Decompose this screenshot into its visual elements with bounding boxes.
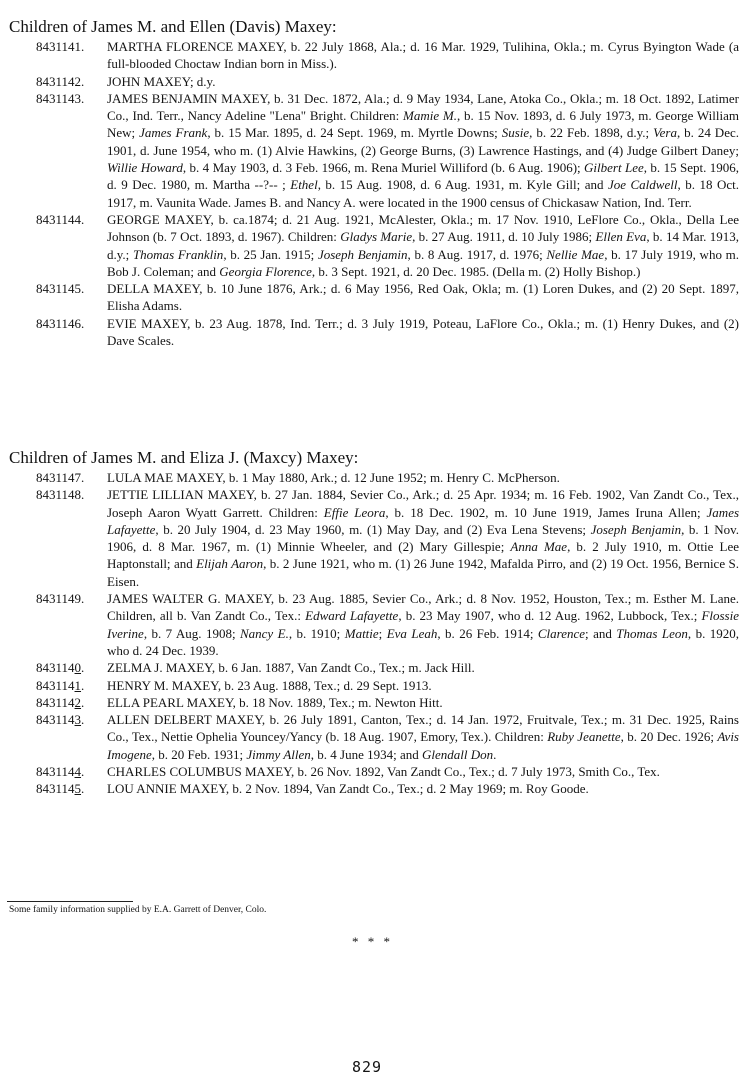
genealogy-entry [0,469,750,486]
entry-text: MARTHA FLORENCE MAXEY, b. 22 July 1868, Ala.; d. 16 Mar. 1929, Tulihina, Okla.; m. Cyrus Byington Wade (a full-blooded Choctaw Indian born in Miss.). [107,39,739,72]
entry-list [0,38,750,349]
entry-text: DELLA MAXEY, b. 10 June 1876, Ark.; d. 6 May 1956, Red Oak, Okla; m. (1) Loren Dukes, and (2) 20 Sept. 1897, Elisha Adams. [107,281,739,314]
entry-text: HENRY M. MAXEY, b. 23 Aug. 1888, Tex.; d. 29 Sept. 1913. [107,677,432,693]
genealogy-entry [0,38,750,73]
entry-number: 8431148. [36,487,85,503]
genealogy-entry [0,73,750,90]
genealogy-entry [0,694,750,711]
genealogy-entry [0,780,750,797]
entry-text: EVIE MAXEY, b. 23 Aug. 1878, Ind. Terr.; d. 3 July 1919, Poteau, LaFlore Co., Okla.; m. (1) Henry Dukes, and (2) Dave Scales. [107,315,739,349]
genealogy-entry [0,315,750,350]
entry-number: 8431144. [36,764,85,780]
entry-text: JOHN MAXEY; d.y. [107,73,216,89]
genealogy-entry [0,90,750,211]
entry-text: CHARLES COLUMBUS MAXEY, b. 26 Nov. 1892, Van Zandt Co., Tex.; d. 7 July 1973, Smith Co., Tex. [107,764,660,780]
entry-text: GEORGE MAXEY, b. ca.1874; d. 21 Aug. 1921, McAlester, Okla.; m. 17 Nov. 1910, LeFlore Co., Okla., Della Lee Johnson (b. 7 Oct. 1893, d. 1967). Children: Gladys Marie, b. 27 Aug. 1911, d. 10 July 1986; Ellen Eva, b. 14 Mar. 1913, d.y.; Thomas Franklin, b. 25 Jan. 1915; Joseph Benjamin, b. 8 Aug. 1917, d. 1976; Nellie Mae, b. 17 July 1919, who m. Bob J. Coleman; and Georgia Florence, b. 3 Sept. 1921, d. 20 Dec. 1985. (Della m. (2) Holly Bishop.) [107,211,739,279]
genealogy-entry [0,211,750,280]
genealogy-entry [0,763,750,780]
entry-text: ELLA PEARL MAXEY, b. 18 Nov. 1889, Tex.; m. Newton Hitt. [107,694,443,710]
entry-number: 8431141. [36,677,85,693]
entry-number: 8431143. [36,712,85,728]
entry-number: 8431141. [36,39,85,54]
footnote: Some family information supplied by E.A. Garrett of Denver, Colo. [9,905,267,915]
genealogy-entry [0,486,750,590]
entry-text: ALLEN DELBERT MAXEY, b. 26 July 1891, Canton, Tex.; d. 14 Jan. 1972, Fruitvale, Tex.; m. 31 Dec. 1925, Rains Co., Tex., Nettie Ophelia Youncey/Yancy (b. 18 Aug. 1907, Emory, Tex.). Children: Ruby Jeanette, b. 20 Dec. 1926; Avis Imogene, b. 20 Feb. 1931; Jimmy Allen, b. 4 June 1934; and Glendall Don. [107,712,739,762]
entry-text: JAMES WALTER G. MAXEY, b. 23 Aug. 1885, Sevier Co., Ark.; d. 8 Nov. 1952, Houston, Tex.; m. Esther M. Lane. Children, all b. Van Zandt Co., Tex.: Edward Lafayette, b. 23 May 1907, who d. 12 Aug. 1962, Lubbock, Tex.; Flossie Iverine, b. 7 Aug. 1908; Nancy E., b. 1910; Mattie; Eva Leah, b. 26 Feb. 1914; Clarence; and Thomas Leon, b. 1920, who d. 24 Dec. 1939. [107,591,739,658]
entry-number: 8431144. [36,211,85,227]
entry-number: 8431149. [36,591,85,607]
entry-text: LULA MAE MAXEY, b. 1 May 1880, Ark.; d. 12 June 1952; m. Henry C. McPherson. [107,470,560,485]
entry-number: 8431143. [36,90,85,106]
section-title: Children of James M. and Ellen (Davis) Maxey: [9,17,337,36]
entry-number: 8431140. [36,660,85,676]
entry-text: JETTIE LILLIAN MAXEY, b. 27 Jan. 1884, Sevier Co., Ark.; d. 25 Apr. 1934; m. 16 Feb. 1902, Van Zandt Co., Tex., Joseph Aaron Wyatt Garrett. Children: Effie Leora, b. 18 Dec. 1902, m. 10 June 1919, James Iruna Allen; James Lafayette, b. 20 July 1904, d. 23 May 1960, m. (1) May Day, and (2) Eva Lena Stevens; Joseph Benjamin, b. 1 Nov. 1906, d. 8 Mar. 1967, m. (1) Minnie Wheeler, and (2) Mary Gillespie; Anna Mae, b. 2 July 1910, m. Ottie Lee Haptonstall; and Elijah Aaron, b. 2 June 1921, who m. (1) 26 June 1942, Mafalda Pirro, and (2) 19 Oct. 1956, Bernice S. Eisen. [107,487,740,589]
genealogy-entry [0,677,750,694]
footnote-rule [7,901,133,902]
entry-number: 8431142. [36,73,85,89]
genealogy-entry [0,659,750,676]
genealogy-entry [0,590,750,659]
entry-text: LOU ANNIE MAXEY, b. 2 Nov. 1894, Van Zandt Co., Tex.; d. 2 May 1969; m. Roy Goode. [107,781,589,797]
section-separator: * * * [352,934,393,949]
entry-text: JAMES BENJAMIN MAXEY, b. 31 Dec. 1872, Ala.; d. 9 May 1934, Lane, Atoka Co., Okla.; m. 18 Oct. 1892, Latimer Co., Ind. Terr., Nancy Adeline "Lena" Bright. Children: Mamie M., b. 15 Nov. 1893, d. 6 July 1973, m. George William New; James Frank, b. 15 Mar. 1895, d. 24 Sept. 1969, m. Myrtle Downs; Susie, b. 22 Feb. 1898, d.y.; Vera, b. 24 Dec. 1901, d. June 1954, who m. (1) Alvie Hawkins, (2) George Burns, (3) Lawrence Hastings, and (4) Judge Gilbert Daney; Willie Howard, b. 4 May 1903, d. 3 Feb. 1966, m. Rena Muriel Williford (b. 6 Aug. 1906); Gilbert Lee, b. 15 Sept. 1906, d. 9 Dec. 1980, m. Martha --?-- ; Ethel, b. 15 Aug. 1908, d. 6 Aug. 1931, m. Kyle Gill; and Joe Caldwell, b. 18 Oct. 1917, m. Vaunita Wade. James B. and Nancy A. were located in the 1900 census of Chickasaw Nation, Ind. Terr. [107,90,740,210]
genealogy-entry [0,711,750,763]
entry-list [0,469,750,798]
genealogy-entry [0,280,750,315]
entry-number: 8431145. [36,281,85,297]
section-title: Children of James M. and Eliza J. (Maxcy) Maxey: [9,448,359,467]
page-number: 829 [352,1058,383,1076]
entry-number: 8431142. [36,694,85,710]
entry-number: 8431145. [36,781,85,797]
entry-number: 8431147. [36,470,85,485]
entry-text: ZELMA J. MAXEY, b. 6 Jan. 1887, Van Zandt Co., Tex.; m. Jack Hill. [107,660,475,676]
entry-number: 8431146. [36,315,85,331]
